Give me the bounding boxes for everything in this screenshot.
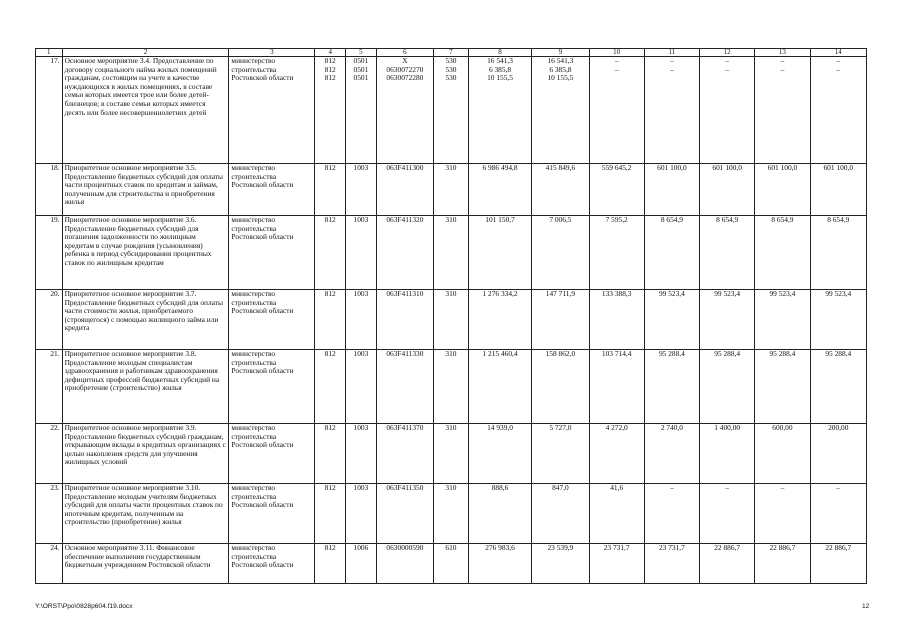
cell-value: 600,00 — [772, 423, 793, 432]
cell-value: 95 288,4 — [769, 349, 796, 358]
cell-c10 — [589, 424, 644, 484]
cell-value: 1003 — [353, 289, 369, 298]
activity-description: Приоритетное основное мероприятие 3.9. Предоставление бюджетных субсидий гражданам, открывающим вклады в кредитных организациях с целью накопления средств для улучшения жилищных условий — [62, 424, 229, 484]
cell-c14 — [810, 290, 866, 350]
cell-c7 — [434, 350, 469, 424]
cell-value: 601 100,0 — [823, 163, 854, 172]
cell-c9 — [532, 484, 589, 544]
column-number-9: 9 — [532, 49, 589, 57]
cell-value: 7 006,5 — [549, 215, 572, 224]
cell-c7 — [434, 216, 469, 290]
cell-c12 — [700, 350, 755, 424]
cell-value: – — [614, 64, 619, 74]
cell-value: 276 983,6 — [485, 543, 515, 552]
cell-c14 — [810, 57, 866, 164]
cell-value: 812 — [324, 483, 336, 492]
cell-c4 — [315, 164, 346, 216]
cell-c9 — [532, 57, 589, 164]
cell-value: 22 886,7 — [769, 543, 796, 552]
cell-value: 95 288,4 — [658, 349, 685, 358]
cell-value: 1 400,00 — [714, 423, 741, 432]
cell-c11 — [644, 350, 699, 424]
cell-c12 — [700, 544, 755, 584]
responsible-organization: министерство строительства Ростовской области — [229, 350, 315, 424]
cell-c13 — [755, 424, 810, 484]
column-number-11: 11 — [644, 49, 699, 57]
cell-value: 8 654,9 — [716, 215, 739, 224]
cell-value: 063F411370 — [386, 423, 424, 432]
cell-c9 — [532, 424, 589, 484]
activity-description: Основное мероприятие 3.4. Предоставление по договору социального найма жилых помещений гражданам, состоящим на учете в качестве нуждающихся в жилых помещениях, в составе семьи которых имеется трое или более детей-близнецов; в составе семьи которых имеется десять или более несовершеннолетних детей — [62, 57, 229, 164]
cell-value: 41,6 — [610, 483, 624, 492]
cell-value: – — [836, 64, 841, 74]
cell-c10 — [589, 350, 644, 424]
cell-c8 — [468, 544, 531, 584]
cell-value: 601 100,0 — [657, 163, 687, 172]
cell-c7 — [434, 424, 469, 484]
cell-value: 559 645,2 — [601, 163, 632, 172]
cell-value: 601 100,0 — [712, 163, 742, 172]
cell-c9 — [532, 350, 589, 424]
cell-value: – — [725, 56, 730, 65]
cell-value: 310 — [445, 215, 457, 224]
cell-c4 — [315, 290, 346, 350]
program-table-page — [35, 48, 867, 584]
cell-value — [702, 74, 752, 83]
cell-value: 1003 — [353, 349, 369, 358]
cell-c13 — [755, 484, 810, 544]
cell-c6 — [376, 290, 433, 350]
row-number: 24. — [36, 544, 63, 584]
cell-value: 530 — [445, 73, 457, 83]
table-row — [36, 290, 867, 350]
row-number: 20. — [36, 290, 63, 350]
table-row — [36, 164, 867, 216]
cell-c8 — [468, 424, 531, 484]
cell-c6 — [376, 350, 433, 424]
cell-value: – — [670, 64, 674, 74]
cell-c4 — [315, 424, 346, 484]
cell-value: 310 — [445, 289, 457, 298]
cell-c9 — [532, 290, 589, 350]
cell-value: 812 — [324, 289, 336, 298]
cell-value: 10 155,5 — [547, 73, 574, 83]
file-path: Y:\ORST\Ppo\0828p604.f19.docx — [35, 603, 133, 610]
cell-c9 — [532, 164, 589, 216]
cell-value: – — [725, 483, 730, 492]
row-number: 21. — [36, 350, 63, 424]
cell-c5 — [346, 424, 377, 484]
table-row — [36, 216, 867, 290]
cell-value: 063F411300 — [386, 163, 424, 172]
cell-c14 — [810, 164, 866, 216]
column-number-6: 6 — [376, 49, 433, 57]
activity-description: Основное мероприятие 3.11. Финансовое обеспечение выполнения государственным бюджетным учреждением Ростовской области — [62, 544, 229, 584]
responsible-organization: министерство строительства Ростовской области — [229, 216, 315, 290]
cell-c10 — [589, 57, 644, 164]
table-row — [36, 350, 867, 424]
cell-c11 — [644, 216, 699, 290]
activity-description: Приоритетное основное мероприятие 3.5. Предоставление бюджетных субсидий для оплаты части процентных ставок по кредитам и займам, полученным для строительства и приобретения жилья — [62, 164, 229, 216]
cell-c14 — [810, 424, 866, 484]
cell-c13 — [755, 290, 810, 350]
cell-value: 310 — [445, 349, 457, 358]
cell-value: 063F411310 — [386, 289, 424, 298]
row-number: 22. — [36, 424, 63, 484]
cell-value: 0501 — [353, 73, 369, 83]
cell-value: 99 523,4 — [769, 289, 796, 298]
cell-value: – — [725, 64, 730, 74]
table-row — [36, 484, 867, 544]
cell-c6 — [376, 484, 433, 544]
cell-value: – — [670, 56, 674, 65]
table-row — [36, 57, 867, 164]
cell-value: 415 849,6 — [545, 163, 576, 172]
column-number-2: 2 — [62, 49, 229, 57]
cell-value: 6 385,8 — [488, 64, 512, 74]
cell-c12 — [700, 216, 755, 290]
budget-table — [35, 48, 867, 584]
cell-c11 — [644, 544, 699, 584]
cell-value: – — [670, 483, 674, 492]
cell-c10 — [589, 484, 644, 544]
cell-c13 — [755, 216, 810, 290]
cell-value: 812 — [324, 215, 336, 224]
cell-c11 — [644, 484, 699, 544]
cell-value: 158 862,0 — [545, 349, 576, 358]
cell-value: 99 523,4 — [825, 289, 852, 298]
cell-c12 — [700, 484, 755, 544]
cell-c7 — [434, 290, 469, 350]
cell-value: 16 541,3 — [547, 56, 574, 65]
cell-c7 — [434, 164, 469, 216]
cell-c5 — [346, 484, 377, 544]
cell-value: 530 — [445, 56, 457, 65]
table-row — [36, 544, 867, 584]
cell-value — [813, 74, 864, 83]
cell-c14 — [810, 484, 866, 544]
cell-value: 847,0 — [552, 483, 569, 492]
cell-value: – — [780, 483, 785, 492]
responsible-organization: министерство строительства Ростовской области — [229, 164, 315, 216]
cell-value: 23 731,7 — [603, 543, 630, 552]
cell-value: 200,00 — [828, 423, 849, 432]
cell-value: 812 — [324, 163, 336, 172]
cell-value: 0630072280 — [386, 73, 424, 83]
cell-c8 — [468, 164, 531, 216]
cell-c7 — [434, 484, 469, 544]
cell-value: 812 — [324, 543, 336, 552]
row-number: 18. — [36, 164, 63, 216]
cell-c10 — [589, 290, 644, 350]
cell-value — [592, 74, 642, 83]
cell-c6 — [376, 164, 433, 216]
cell-value: 1003 — [353, 423, 369, 432]
cell-value: – — [614, 56, 619, 65]
cell-value: 310 — [445, 483, 457, 492]
responsible-organization: министерство строительства Ростовской области — [229, 484, 315, 544]
cell-value: 8 654,9 — [660, 215, 683, 224]
cell-c8 — [468, 484, 531, 544]
cell-value: 812 — [324, 56, 336, 65]
cell-c11 — [644, 57, 699, 164]
column-number-1: 1 — [36, 49, 63, 57]
cell-value: 063F411320 — [386, 215, 424, 224]
cell-value: 2 740,0 — [660, 423, 683, 432]
cell-c7 — [434, 544, 469, 584]
column-number-row — [36, 49, 867, 57]
cell-value — [757, 74, 807, 83]
cell-value: – — [780, 56, 785, 65]
responsible-organization: министерство строительства Ростовской области — [229, 544, 315, 584]
cell-value: 95 288,4 — [714, 349, 741, 358]
cell-value: 8 654,9 — [771, 215, 794, 224]
cell-c14 — [810, 544, 866, 584]
cell-c6 — [376, 216, 433, 290]
responsible-organization: министерство строительства Ростовской области — [229, 424, 315, 484]
cell-c13 — [755, 544, 810, 584]
cell-value: – — [836, 483, 841, 492]
cell-value: 147 711,9 — [545, 289, 576, 298]
cell-c13 — [755, 57, 810, 164]
cell-value: 23 731,7 — [658, 543, 685, 552]
cell-c5 — [346, 164, 377, 216]
cell-c14 — [810, 350, 866, 424]
cell-value: 888,6 — [491, 483, 509, 492]
cell-value: 0630000590 — [386, 543, 424, 552]
cell-c7 — [434, 57, 469, 164]
cell-value: 310 — [445, 163, 457, 172]
cell-c6 — [376, 544, 433, 584]
responsible-organization: министерство строительства Ростовской области — [229, 57, 315, 164]
column-number-14: 14 — [810, 49, 866, 57]
cell-value: 133 388,3 — [601, 289, 632, 298]
cell-value: 22 886,7 — [825, 543, 852, 552]
cell-c5 — [346, 350, 377, 424]
cell-value: 99 523,4 — [714, 289, 741, 298]
cell-value: 0630072270 — [386, 64, 424, 74]
cell-c11 — [644, 164, 699, 216]
row-number: 19. — [36, 216, 63, 290]
cell-c8 — [468, 290, 531, 350]
cell-c4 — [315, 484, 346, 544]
cell-value: 1003 — [353, 163, 369, 172]
cell-value: 10 155,5 — [487, 73, 513, 83]
cell-c4 — [315, 216, 346, 290]
cell-value: 101 150,7 — [485, 215, 515, 224]
column-number-8: 8 — [468, 49, 531, 57]
cell-value: 7 595,2 — [605, 215, 628, 224]
cell-c6 — [376, 424, 433, 484]
cell-c12 — [700, 290, 755, 350]
column-number-5: 5 — [346, 49, 377, 57]
row-number: 23. — [36, 484, 63, 544]
cell-value: 23 539,9 — [547, 543, 574, 552]
cell-value: 063F411330 — [386, 349, 424, 358]
cell-value: 0501 — [353, 64, 369, 74]
cell-value: 812 — [324, 73, 336, 83]
cell-value: 1003 — [353, 215, 369, 224]
cell-c12 — [700, 57, 755, 164]
cell-value: – — [780, 64, 785, 74]
cell-c12 — [700, 424, 755, 484]
cell-value: 99 523,4 — [658, 289, 685, 298]
row-number: 17. — [36, 57, 63, 164]
cell-c8 — [468, 350, 531, 424]
cell-value: 310 — [445, 423, 457, 432]
cell-value: 103 714,4 — [601, 349, 632, 358]
cell-c10 — [589, 164, 644, 216]
cell-c4 — [315, 350, 346, 424]
cell-value: Х — [402, 56, 408, 65]
cell-c13 — [755, 350, 810, 424]
responsible-organization: министерство строительства Ростовской области — [229, 290, 315, 350]
activity-description: Приоритетное основное мероприятие 3.8. Предоставление молодым специалистам здравоохранения и работникам здравоохранения дефицитных профессий бюджетных субсидий на приобретение (строительство) жилья — [62, 350, 229, 424]
cell-c5 — [346, 290, 377, 350]
page-number: 12 — [862, 603, 870, 610]
cell-value: 1 215 460,4 — [482, 349, 518, 358]
column-number-13: 13 — [755, 49, 810, 57]
cell-value: 14 939,0 — [487, 423, 513, 432]
column-number-7: 7 — [434, 49, 469, 57]
cell-value: 4 272,0 — [605, 423, 628, 432]
column-number-4: 4 — [315, 49, 346, 57]
cell-value: 812 — [324, 64, 336, 74]
cell-value: 063F411350 — [386, 483, 424, 492]
column-number-10: 10 — [589, 49, 644, 57]
cell-c14 — [810, 216, 866, 290]
cell-c8 — [468, 216, 531, 290]
cell-c10 — [589, 216, 644, 290]
cell-c9 — [532, 216, 589, 290]
cell-value — [647, 74, 697, 83]
cell-c5 — [346, 57, 377, 164]
cell-c11 — [644, 290, 699, 350]
cell-value: 530 — [445, 64, 457, 74]
column-number-3: 3 — [229, 49, 315, 57]
cell-value: 95 288,4 — [825, 349, 852, 358]
cell-value: 1006 — [353, 543, 369, 552]
cell-value: 16 541,3 — [487, 56, 513, 65]
cell-c11 — [644, 424, 699, 484]
cell-c5 — [346, 216, 377, 290]
cell-c8 — [468, 57, 531, 164]
cell-c10 — [589, 544, 644, 584]
cell-value: 0501 — [353, 56, 369, 65]
cell-c4 — [315, 544, 346, 584]
cell-value: 601 100,0 — [767, 163, 798, 172]
cell-c4 — [315, 57, 346, 164]
cell-c12 — [700, 164, 755, 216]
table-row — [36, 424, 867, 484]
activity-description: Приоритетное основное мероприятие 3.7. Предоставление бюджетных субсидий для оплаты части стоимости жилья, приобретаемого (строящегося) с помощью жилищного займа или кредита — [62, 290, 229, 350]
cell-value: 812 — [324, 349, 336, 358]
cell-c13 — [755, 164, 810, 216]
cell-value: 6 385,8 — [549, 64, 572, 74]
cell-value: – — [836, 56, 841, 65]
cell-value: 1003 — [353, 483, 369, 492]
activity-description: Приоритетное основное мероприятие 3.10. Предоставление молодым учителям бюджетных субсидий для оплаты части процентных ставок по ипотечным кредитам, полученным на строительство (приобретение) жилья — [62, 484, 229, 544]
cell-value: 8 654,9 — [827, 215, 850, 224]
cell-c9 — [532, 544, 589, 584]
cell-value: 1 276 334,2 — [482, 289, 518, 298]
cell-value: 5 727,0 — [549, 423, 572, 432]
column-number-12: 12 — [700, 49, 755, 57]
cell-value: 610 — [445, 543, 457, 552]
cell-c5 — [346, 544, 377, 584]
activity-description: Приоритетное основное мероприятие 3.6. Предоставление бюджетных субсидий для погашения задолженности по жилищным кредитам в случае рождения (усыновления) ребенка в период субсидирования процентных ставок по жилищным кредитам — [62, 216, 229, 290]
cell-value: 22 886,7 — [714, 543, 741, 552]
cell-value: 6 986 494,8 — [482, 163, 518, 172]
cell-value: 812 — [324, 423, 336, 432]
cell-c6 — [376, 57, 433, 164]
